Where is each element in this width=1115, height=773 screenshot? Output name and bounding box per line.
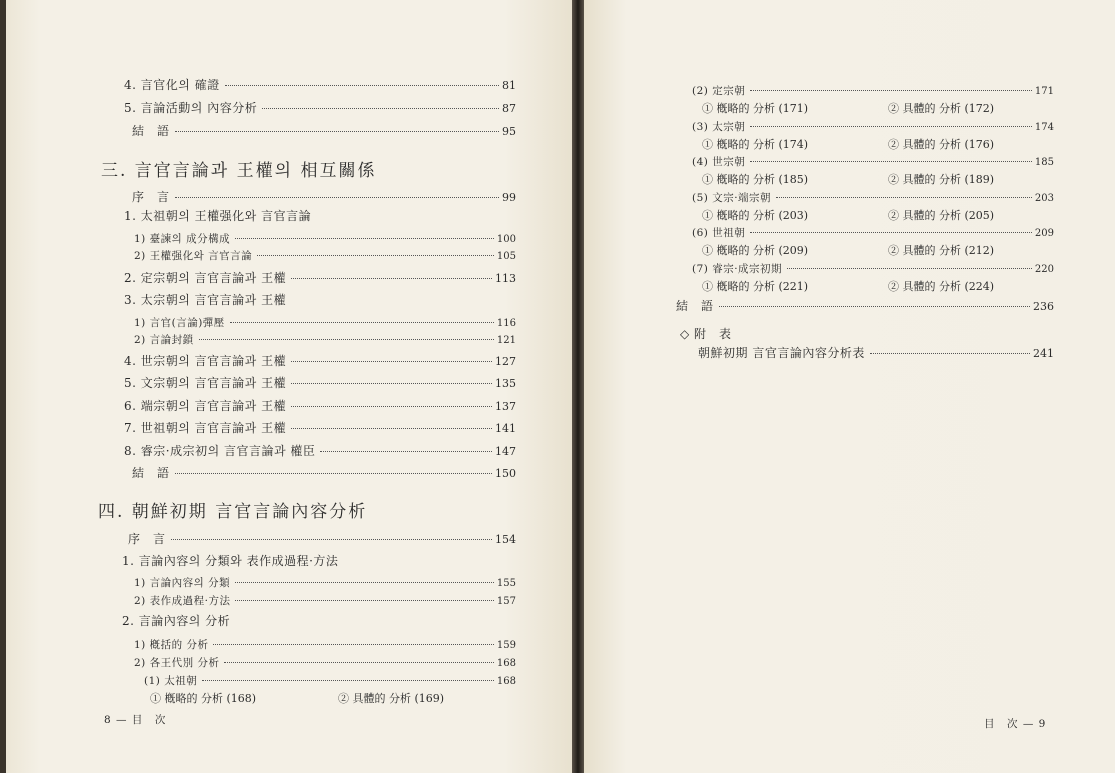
toc-entry xyxy=(122,554,340,568)
analysis-pair xyxy=(150,690,444,706)
toc-title: 朝鮮初期 言官言論內容分析表 xyxy=(698,346,865,360)
toc-entry xyxy=(134,316,516,331)
summary-analysis: ① 槪略的 分析 (209) xyxy=(702,244,809,257)
detailed-analysis: ② 具體的 分析 (172) xyxy=(888,102,995,115)
toc-title: (1) 太祖朝 xyxy=(144,675,198,687)
toc-page: 105 xyxy=(496,251,516,262)
toc-page: 209 xyxy=(1034,228,1054,239)
left-page xyxy=(6,0,572,773)
reign-entry xyxy=(692,120,1054,135)
toc-entry xyxy=(124,354,516,369)
toc-entry xyxy=(698,346,1054,361)
page-folio: 目 次 — 9 xyxy=(984,718,1047,730)
toc-page: 121 xyxy=(496,335,516,346)
toc-title: 序 言 xyxy=(128,532,166,546)
toc-entry xyxy=(124,78,516,93)
toc-entry xyxy=(124,399,516,414)
toc-title: 2. 定宗朝의 言官言論과 王權 xyxy=(124,271,287,285)
toc-entry xyxy=(124,376,516,391)
analysis-pair xyxy=(702,207,994,223)
toc-page: 203 xyxy=(1034,192,1054,204)
toc-entry xyxy=(144,674,516,689)
toc-title: 4. 世宗朝의 言官言論과 王權 xyxy=(124,354,287,368)
toc-entry xyxy=(676,299,1054,314)
toc-entry xyxy=(134,232,516,247)
toc-entry xyxy=(124,293,288,307)
toc-entry xyxy=(134,594,516,609)
toc-title: (6) 世祖朝 xyxy=(692,227,746,239)
toc-page: 113 xyxy=(495,272,516,285)
reign-entry xyxy=(692,226,1054,241)
analysis-pair xyxy=(702,242,994,258)
toc-page: 87 xyxy=(502,102,516,115)
toc-page: 100 xyxy=(496,234,516,245)
detailed-analysis: ② 具體的 分析 (212) xyxy=(888,244,995,257)
detailed-analysis: ② 具體的 分析 (189) xyxy=(888,173,995,186)
analysis-pair xyxy=(702,100,994,116)
analysis-pair xyxy=(702,171,994,187)
toc-title: (5) 文宗·端宗朝 xyxy=(692,191,772,204)
summary-analysis: ① 槪略的 分析 (168) xyxy=(150,692,257,705)
toc-title: 2) 各王代別 分析 xyxy=(134,657,220,669)
section-heading: 三. 言官言論과 王權의 相互關係 xyxy=(101,161,377,181)
reign-entry xyxy=(692,155,1054,170)
toc-title: 5. 言論活動의 內容分析 xyxy=(124,101,258,115)
analysis-pair xyxy=(702,136,994,152)
toc-entry xyxy=(134,333,516,348)
toc-page: 236 xyxy=(1033,300,1054,313)
detailed-analysis: ② 具體的 分析 (169) xyxy=(338,692,445,705)
toc-entry xyxy=(132,124,516,139)
toc-entry xyxy=(124,101,516,116)
appendix-label: ◇ 附 表 xyxy=(680,327,732,341)
summary-analysis: ① 槪略的 分析 (185) xyxy=(702,173,809,186)
toc-title: 結 語 xyxy=(676,299,714,313)
right-page xyxy=(584,0,1115,773)
toc-page: 137 xyxy=(495,400,516,413)
toc-entry xyxy=(124,444,516,459)
toc-title: 7. 世祖朝의 言官言論과 王權 xyxy=(124,421,287,435)
toc-page: 171 xyxy=(1034,86,1054,97)
toc-entry xyxy=(134,249,516,264)
toc-title: 1) 臺諫의 成分構成 xyxy=(134,233,231,245)
toc-title: 4. 言官化의 確證 xyxy=(124,78,220,92)
toc-page: 95 xyxy=(502,125,516,138)
summary-analysis: ① 槪略的 分析 (174) xyxy=(702,137,809,151)
detailed-analysis: ② 具體的 分析 (205) xyxy=(888,208,995,222)
toc-title: 5. 文宗朝의 言官言論과 王權 xyxy=(124,376,287,390)
reign-entry xyxy=(692,84,1054,99)
toc-page: 155 xyxy=(496,578,516,589)
toc-title: 結 語 xyxy=(132,466,170,480)
toc-entry xyxy=(124,271,516,286)
reign-entry xyxy=(692,191,1054,206)
toc-page: 99 xyxy=(502,191,516,204)
summary-analysis: ① 槪略的 分析 (221) xyxy=(702,279,809,293)
detailed-analysis: ② 具體的 分析 (224) xyxy=(888,279,995,293)
toc-title: (4) 世宗朝 xyxy=(692,156,746,168)
toc-page: 168 xyxy=(496,676,516,687)
toc-title: 結 語 xyxy=(132,124,170,138)
toc-entry xyxy=(122,614,232,628)
toc-entry xyxy=(134,638,516,653)
toc-page: 241 xyxy=(1033,347,1054,360)
detailed-analysis: ② 具體的 分析 (176) xyxy=(888,137,995,151)
toc-page: 150 xyxy=(495,467,516,480)
page-folio: 8 — 目 次 xyxy=(104,714,167,726)
toc-title: 2) 表作成過程·方法 xyxy=(134,595,231,607)
book-gutter xyxy=(572,0,584,773)
reign-entry xyxy=(692,262,1054,277)
analysis-pair xyxy=(702,278,994,294)
toc-title: 3. 太宗朝의 言官言論과 王權 xyxy=(124,293,287,307)
toc-page: 174 xyxy=(1034,121,1054,133)
toc-title: 6. 端宗朝의 言官言論과 王權 xyxy=(124,399,287,413)
toc-page: 154 xyxy=(495,533,516,546)
toc-entry xyxy=(134,656,516,671)
toc-page: 116 xyxy=(496,318,516,329)
toc-title: 1) 言官(言論)彈壓 xyxy=(134,317,225,329)
toc-entry xyxy=(134,576,516,591)
toc-title: 2. 言論內容의 分析 xyxy=(122,614,231,628)
toc-entry xyxy=(128,532,516,547)
toc-entry xyxy=(124,421,516,436)
summary-analysis: ① 槪略的 分析 (203) xyxy=(702,208,809,222)
toc-page: 159 xyxy=(496,640,516,651)
section-heading: 四. 朝鮮初期 言官言論內容分析 xyxy=(98,502,368,522)
toc-page: 127 xyxy=(495,355,516,368)
toc-title: 1) 言論內容의 分類 xyxy=(134,577,231,589)
toc-page: 141 xyxy=(495,422,516,435)
toc-entry xyxy=(132,190,516,205)
toc-title: 1) 槪括的 分析 xyxy=(134,639,209,651)
toc-page: 147 xyxy=(495,445,516,458)
toc-title: 1. 太祖朝의 王權强化와 言官言論 xyxy=(124,209,312,223)
toc-title: 1. 言論內容의 分類와 表作成過程·方法 xyxy=(122,554,339,568)
toc-page: 135 xyxy=(495,377,516,390)
toc-entry xyxy=(132,466,516,481)
toc-title: 8. 睿宗·成宗初의 言官言論과 權臣 xyxy=(124,444,316,458)
toc-title: (7) 睿宗·成宗初期 xyxy=(692,262,783,275)
toc-page: 157 xyxy=(496,596,516,607)
toc-title: 2) 言論封鎖 xyxy=(134,334,194,346)
toc-entry xyxy=(124,209,313,223)
summary-analysis: ① 槪略的 分析 (171) xyxy=(702,102,809,115)
toc-page: 185 xyxy=(1034,157,1054,168)
toc-title: (3) 太宗朝 xyxy=(692,120,746,133)
toc-title: 2) 王權强化와 言官言論 xyxy=(134,250,253,262)
toc-page: 220 xyxy=(1034,263,1054,275)
toc-page: 168 xyxy=(496,658,516,669)
toc-title: (2) 定宗朝 xyxy=(692,85,746,97)
toc-title: 序 言 xyxy=(132,190,170,204)
toc-page: 81 xyxy=(502,79,516,92)
